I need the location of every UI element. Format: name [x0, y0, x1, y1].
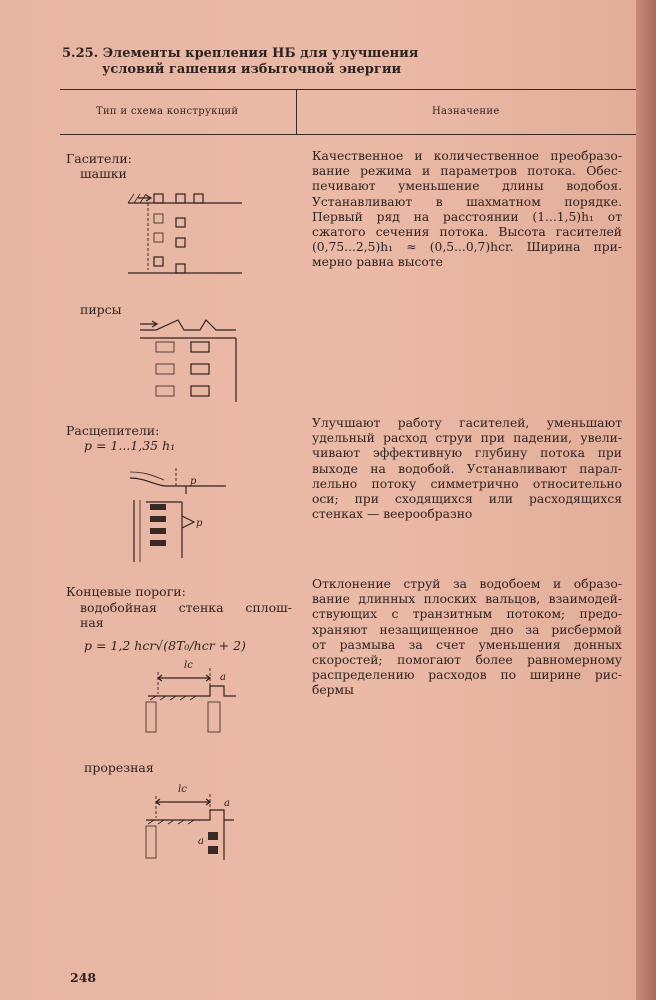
- solid-sill-lc-label: lc: [184, 660, 193, 671]
- column-header-type: Тип и схема конструкций: [96, 106, 239, 117]
- end-sills-slotted-label: прорезная: [84, 760, 154, 775]
- solid-sill-diagram: [140, 656, 250, 740]
- checkers-diagram: [124, 190, 244, 280]
- desc-line: ствующих с транзитным потоком; предо-: [312, 607, 622, 622]
- desc-line: скоростей; помогают более равномерному: [312, 653, 622, 668]
- desc-line: распределению расходов по ширине рис-: [312, 668, 622, 683]
- end-sills-label: Концевые пороги:: [66, 584, 186, 599]
- slotted-sill-a-label-top: a: [224, 798, 230, 809]
- desc-line: стенках — веерообразно: [312, 507, 473, 522]
- column-header-purpose: Назначение: [432, 106, 500, 117]
- splitters-diagram: [126, 466, 236, 566]
- desc-line: оси; при сходящихся или расходящихся: [312, 492, 622, 507]
- slotted-sill-a-label-side: a: [198, 836, 204, 847]
- page-number: 248: [70, 970, 97, 985]
- desc-line: (0,75...2,5)h₁ ≈ (0,5...0,7)hcr. Ширина при-: [312, 240, 622, 255]
- dampers-checkers-label: шашки: [80, 166, 127, 181]
- desc-line: Отклонение струй за водобоем и образо-: [312, 577, 622, 591]
- splitters-label: Расщепители:: [66, 423, 160, 438]
- dampers-piers-label: пирсы: [80, 302, 122, 317]
- section-title-line-2: условий гашения избыточной энергии: [102, 62, 402, 77]
- end-sills-solid-wall-label-cont: ная: [80, 615, 104, 630]
- section-title-line-1: 5.25. Элементы крепления НБ для улучшения: [62, 46, 419, 61]
- section-title: [62, 46, 418, 78]
- splitters-p-label-side: p: [196, 518, 203, 529]
- dampers-description: [312, 149, 622, 271]
- table-column-divider: [296, 90, 297, 134]
- page-edge-shadow: [636, 0, 656, 1000]
- end-sills-solid-wall-label: водобойная стенка сплош-: [80, 600, 292, 615]
- end-sills-description: [312, 577, 622, 699]
- desc-line: удельный расход струи при падении, увели-: [312, 431, 622, 446]
- desc-line: Качественное и количественное преобразо-: [312, 149, 622, 163]
- end-sills-formula: p = 1,2 hcr√(8T₀/hcr + 2): [84, 638, 246, 653]
- splitters-description: [312, 416, 622, 522]
- desc-line: вание режима и параметров потока. Обес-: [312, 164, 622, 179]
- desc-line: печивают уменьшение длины водобоя.: [312, 179, 622, 194]
- slotted-sill-lc-label: lc: [178, 784, 187, 795]
- desc-line: чивают эффективную глубину потока при: [312, 446, 622, 461]
- splitters-formula: p = 1...1,35 h₁: [84, 438, 176, 453]
- slotted-sill-diagram: [138, 780, 248, 864]
- desc-line: сжатого сечения потока. Высота гасителей: [312, 225, 622, 240]
- desc-line: лельно потоку симметрично относительно: [312, 476, 622, 491]
- piers-diagram: [136, 316, 246, 404]
- solid-sill-a-label: a: [220, 672, 226, 683]
- desc-line: бермы: [312, 683, 354, 698]
- desc-line: храняют незащищенное дно за рисбермой: [312, 622, 622, 637]
- desc-line: Улучшают работу гасителей, уменьшают: [312, 416, 622, 430]
- desc-line: вание длинных плоских вальцов, взаимодей-: [312, 592, 622, 607]
- desc-line: мерно равна высоте: [312, 255, 443, 270]
- desc-line: Устанавливают в шахматном порядке.: [312, 194, 622, 209]
- desc-line: Первый ряд на расстоянии (1...1,5)h₁ от: [312, 209, 622, 224]
- desc-line: выходе на водобой. Устанавливают парал-: [312, 461, 622, 476]
- table-top-rule: [60, 89, 636, 90]
- splitters-p-label-top: p: [190, 476, 197, 487]
- desc-line: от размыва за счет уменьшения донных: [312, 637, 622, 652]
- dampers-label: Гасители:: [66, 151, 132, 166]
- table-header-rule: [60, 134, 636, 135]
